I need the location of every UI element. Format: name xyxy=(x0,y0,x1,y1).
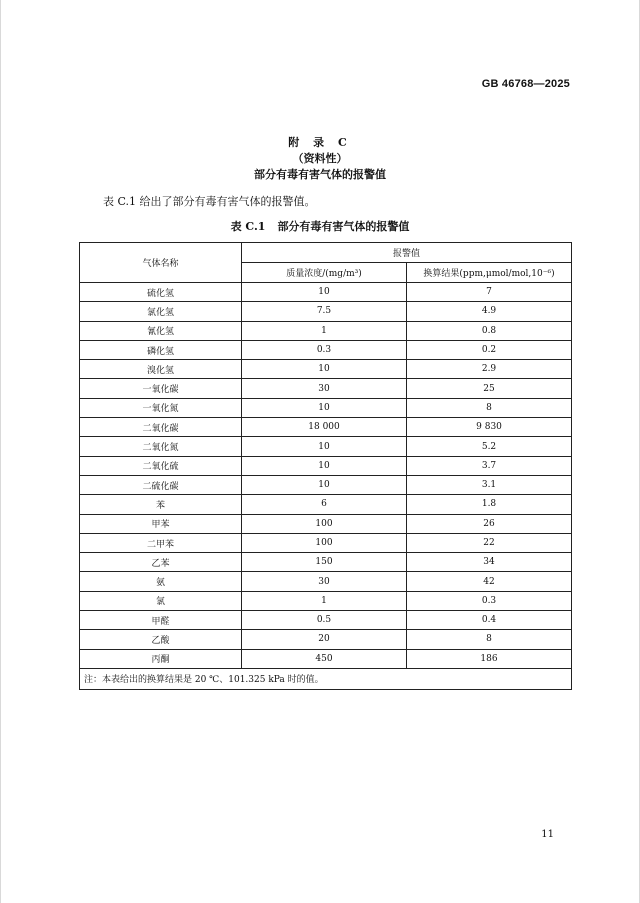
gas-name-cell: 一氧化氮 xyxy=(80,398,242,417)
table-body xyxy=(80,283,572,669)
conversion-result-cell: 0.2 xyxy=(407,340,572,359)
gas-name-cell: 磷化氢 xyxy=(80,340,242,359)
conversion-result-cell: 0.8 xyxy=(407,321,572,340)
mass-concentration-cell: 10 xyxy=(242,475,407,494)
gas-name-cell: 氯化氢 xyxy=(80,302,242,321)
gas-name-cell: 二硫化碳 xyxy=(80,475,242,494)
mass-concentration-cell: 1 xyxy=(242,591,407,610)
mass-concentration-cell: 10 xyxy=(242,437,407,456)
table-row xyxy=(80,283,572,302)
table-row xyxy=(80,649,572,668)
intro-paragraph: 表 C.1 给出了部分有毒有害气体的报警值。 xyxy=(103,195,316,208)
gas-name-cell: 甲苯 xyxy=(80,514,242,533)
conversion-result-cell: 34 xyxy=(407,553,572,572)
table-row xyxy=(80,321,572,340)
conversion-result-cell: 1.8 xyxy=(407,495,572,514)
appendix-nature: （资料性） xyxy=(292,152,348,165)
table-row xyxy=(80,495,572,514)
mass-concentration-cell: 6 xyxy=(242,495,407,514)
mass-concentration-cell: 20 xyxy=(242,630,407,649)
gas-name-cell: 二甲苯 xyxy=(80,533,242,552)
table-caption-title: 部分有毒有害气体的报警值 xyxy=(277,220,410,233)
table-row xyxy=(80,418,572,437)
table-row xyxy=(80,340,572,359)
mass-concentration-cell: 10 xyxy=(242,398,407,417)
table-row xyxy=(80,302,572,321)
gas-name-cell: 甲醛 xyxy=(80,611,242,630)
conversion-result-cell: 5.2 xyxy=(407,437,572,456)
conversion-result-cell: 3.7 xyxy=(407,456,572,475)
header-alarm-value: 报警值 xyxy=(242,243,572,263)
gas-name-cell: 二氧化硫 xyxy=(80,456,242,475)
mass-concentration-cell: 100 xyxy=(242,514,407,533)
conversion-result-cell: 8 xyxy=(407,398,572,417)
mass-concentration-cell: 7.5 xyxy=(242,302,407,321)
mass-concentration-cell: 10 xyxy=(242,456,407,475)
table-note: 注：本表给出的换算结果是 20 ℃、101.325 kPa 时的值。 xyxy=(80,668,572,689)
alarm-value-table xyxy=(79,242,572,690)
conversion-result-cell: 186 xyxy=(407,649,572,668)
table-row xyxy=(80,533,572,552)
gas-name-cell: 乙苯 xyxy=(80,553,242,572)
mass-concentration-cell: 30 xyxy=(242,379,407,398)
gas-name-cell: 苯 xyxy=(80,495,242,514)
table-row xyxy=(80,360,572,379)
table-row xyxy=(80,591,572,610)
gas-name-cell: 硫化氢 xyxy=(80,283,242,302)
table-row xyxy=(80,611,572,630)
gas-name-cell: 丙酮 xyxy=(80,649,242,668)
table-row xyxy=(80,553,572,572)
table-caption-number: 表 C.1 xyxy=(230,220,266,233)
table-row xyxy=(80,456,572,475)
conversion-result-cell: 8 xyxy=(407,630,572,649)
mass-concentration-cell: 1 xyxy=(242,321,407,340)
table-row xyxy=(80,379,572,398)
header-mass-concentration: 质量浓度/(mg/m³) xyxy=(242,263,407,283)
mass-concentration-cell: 450 xyxy=(242,649,407,668)
standard-code: GB 46768—2025 xyxy=(481,78,570,90)
table-row xyxy=(80,437,572,456)
conversion-result-cell: 7 xyxy=(407,283,572,302)
mass-concentration-cell: 30 xyxy=(242,572,407,591)
gas-name-cell: 二氧化氮 xyxy=(80,437,242,456)
gas-name-cell: 乙酸 xyxy=(80,630,242,649)
table-caption xyxy=(0,218,640,234)
gas-name-cell: 二氧化碳 xyxy=(80,418,242,437)
gas-name-cell: 一氧化碳 xyxy=(80,379,242,398)
appendix-heading: 部分有毒有害气体的报警值 xyxy=(254,168,386,181)
conversion-result-cell: 25 xyxy=(407,379,572,398)
conversion-result-cell: 42 xyxy=(407,572,572,591)
mass-concentration-cell: 10 xyxy=(242,283,407,302)
table-row xyxy=(80,630,572,649)
gas-name-cell: 氨 xyxy=(80,572,242,591)
header-conversion-result: 换算结果(ppm,μmol/mol,10⁻⁶) xyxy=(407,263,572,283)
conversion-result-cell: 4.9 xyxy=(407,302,572,321)
conversion-result-cell: 2.9 xyxy=(407,360,572,379)
conversion-result-cell: 26 xyxy=(407,514,572,533)
table-row xyxy=(80,475,572,494)
appendix-title: 附 录 C xyxy=(288,136,352,149)
mass-concentration-cell: 0.5 xyxy=(242,611,407,630)
gas-name-cell: 氰化氢 xyxy=(80,321,242,340)
mass-concentration-cell: 150 xyxy=(242,553,407,572)
mass-concentration-cell: 100 xyxy=(242,533,407,552)
conversion-result-cell: 9 830 xyxy=(407,418,572,437)
mass-concentration-cell: 10 xyxy=(242,360,407,379)
gas-name-cell: 氯 xyxy=(80,591,242,610)
conversion-result-cell: 22 xyxy=(407,533,572,552)
conversion-result-cell: 0.3 xyxy=(407,591,572,610)
conversion-result-cell: 3.1 xyxy=(407,475,572,494)
header-gas-name: 气体名称 xyxy=(80,243,242,283)
page-number: 11 xyxy=(541,829,554,840)
mass-concentration-cell: 18 000 xyxy=(242,418,407,437)
table-row xyxy=(80,514,572,533)
mass-concentration-cell: 0.3 xyxy=(242,340,407,359)
gas-name-cell: 溴化氢 xyxy=(80,360,242,379)
conversion-result-cell: 0.4 xyxy=(407,611,572,630)
table-row xyxy=(80,572,572,591)
table-row xyxy=(80,398,572,417)
